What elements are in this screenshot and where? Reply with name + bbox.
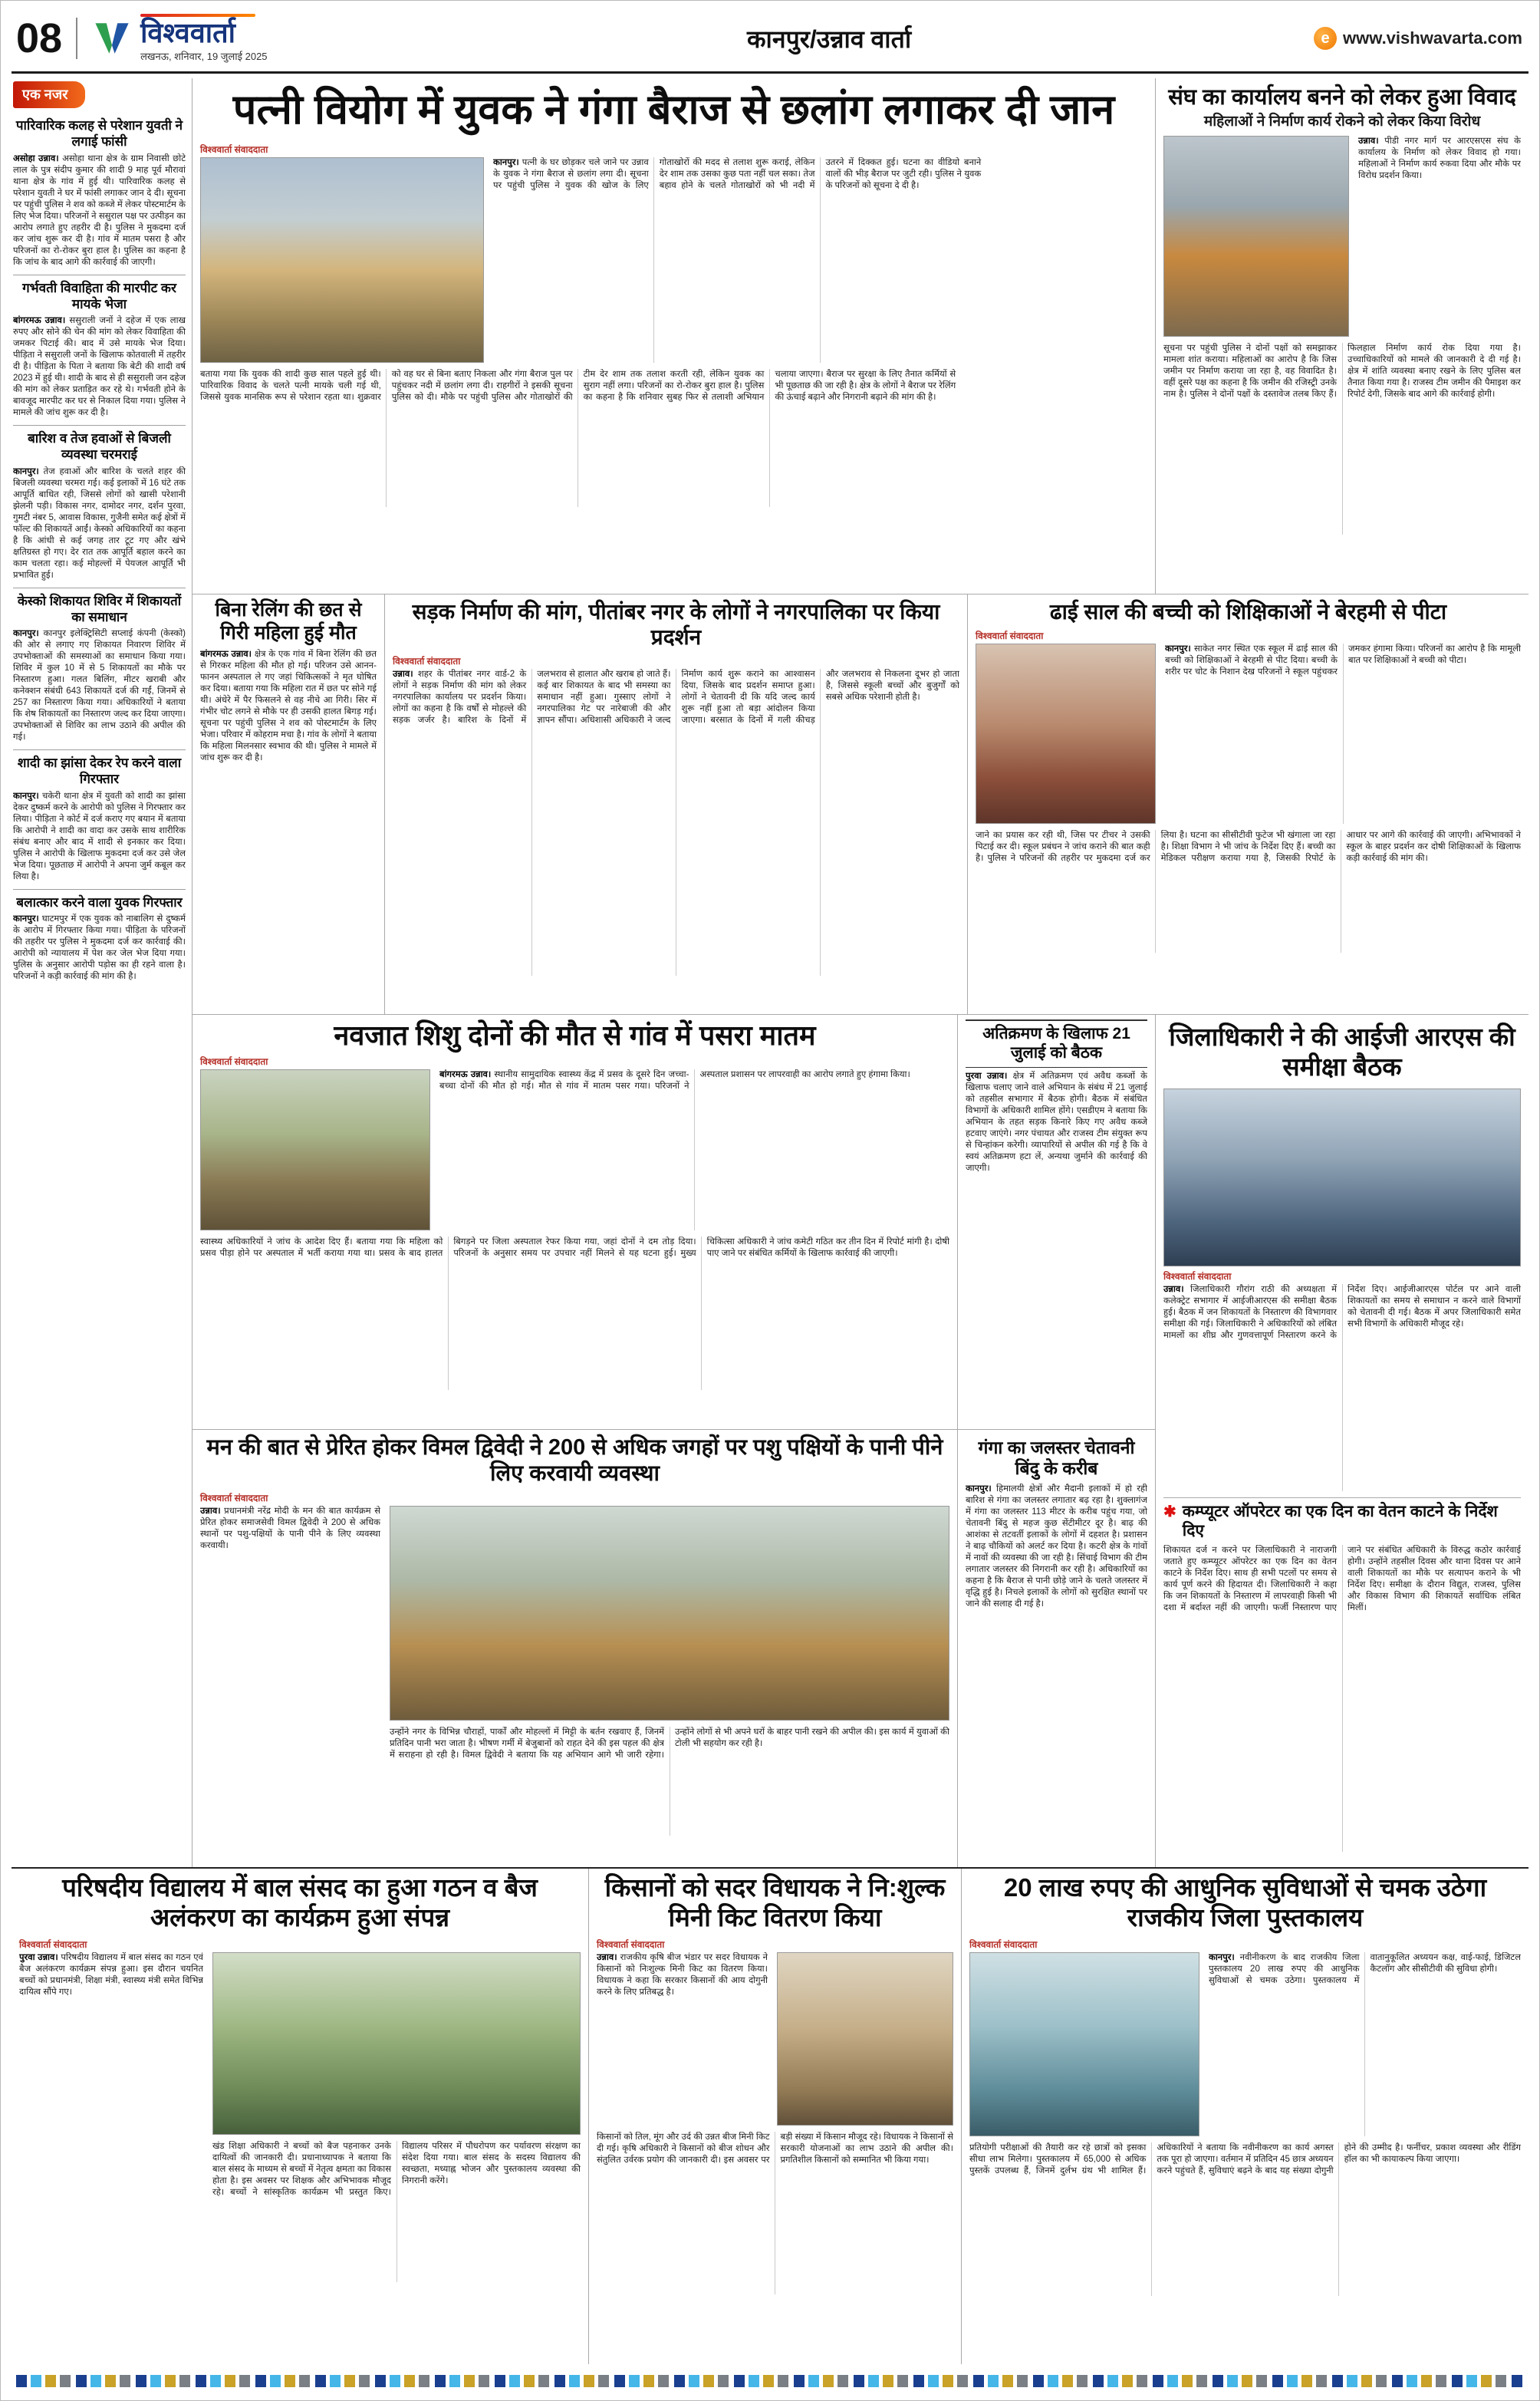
dateline: असोहा उन्नाव। [13,153,59,163]
article-body: स्थानीय सामुदायिक स्वास्थ्य केंद्र में प्रसव के दूसरे दिन जच्चा-बच्चा दोनों की मौत हो गई। मौत से गांव में मातम पसर गया। परिजनों ने अस्पताल प्रशासन पर लापरवाही का आरोप लगाते हुए हंगामा किया। [439,1070,910,1092]
page-header [12,5,1528,71]
dateline: कानपुर। [493,157,519,167]
one-look-label: एक नजर [13,81,85,108]
article-headline: 20 लाख रुपए की आधुनिक सुविधाओं से चमक उठेगा राजकीय जिला पुस्तकालय [1003,1873,1487,1932]
article-district-library [961,1869,1528,2364]
article-ganga-water-level [957,1430,1155,1867]
article-body: क्षेत्र में अतिक्रमण एवं अवैध कब्जों के खिलाफ चलाए जाने वाले अभियान के संबंध में 21 जुलाई को तहसील सभागार में बैठक होगी। बैठक में संबंधित विभागों के अधिकारी शामिल होंगे। एसडीएम ने बताया कि अभियान के तहत सड़क किनारे किए गए अवैध कब्जे हटवाए जाएंगे। नगर पंचायत और राजस्व टीम संयुक्त रूप से चिन्हांकन करेगी। व्यापारियों से अपील की गई है कि वे स्वयं अतिक्रमण हटा लें, अन्यथा जुर्माने की कार्रवाई की जाएगी। [966,1071,1147,1173]
article-body: शहर के पीतांबर नगर वार्ड-2 के लोगों ने सड़क निर्माण की मांग को लेकर नगरपालिका कार्यालय पर प्रदर्शन किया। लोगों का कहना है कि वर्षों से मोहल्ले की सड़क जर्जर है। बारिश के दिनों में जलभराव से हालात और खराब हो जाते हैं। कई बार शिकायत के बाद भी समस्या का समाधान नहीं हुआ। गुस्साए लोगों ने नगरपालिका गेट पर नारेबाजी की और ज्ञापन सौंपा। अधिशासी अधिकारी ने जल्द निर्माण कार्य शुरू कराने का आश्वासन दिया, जिसके बाद प्रदर्शन समाप्त हुआ। लोगों ने चेतावनी दी कि यदि जल्द कार्य शुरू नहीं हुआ तो बड़ा आंदोलन किया जाएगा। बरसात के दिनों में गली कीचड़ और जलभराव से निकलना दूभर हो जाता है, जिससे स्कूली बच्चों और बुजुर्गों को सबसे अधिक परेशानी होती है। [393,670,959,726]
article-body: परिषदीय विद्यालय में बाल संसद का गठन एवं बैज अलंकरण कार्यक्रम संपन्न हुआ। इस दौरान चयनित बच्चों को प्रधानमंत्री, शिक्षा मंत्री, स्वास्थ्य मंत्री समेत विभिन्न दायित्व सौंपे गए। [19,1952,203,1997]
article-headline: मन की बात से प्रेरित होकर विमल द्विवेदी ने 200 से अधिक जगहों पर पशु पक्षियों के पानी पीने लिए करवायी व्यवस्था [206,1435,943,1487]
dateline: उन्नाव। [597,1952,617,1962]
article-body: किसानों को तिल, मूंग और उर्द की उन्नत बीज मिनी किट दी गई। कृषि अधिकारी ने किसानों को बीज शोधन और संतुलित उर्वरक प्रयोग की जानकारी दी। इस अवसर पर बड़ी संख्या में किसान मौजूद रहे। विधायक ने किसानों से सरकारी योजनाओं का लाभ उठाने की अपील की। प्रगतिशील किसानों को सम्मानित भी किया गया। [597,2132,953,2165]
article-body: हिमालयी क्षेत्रों और मैदानी इलाकों में हो रही बारिश से गंगा का जलस्तर लगातार बढ़ रहा है। शुक्लागंज में गंगा का जलस्तर 113 मीटर के करीब पहुंच गया, जो चेतावनी बिंदु से महज कुछ सेंटीमीटर दूर है। बाढ़ की आशंका से तटवर्ती इलाकों के लोगों में दहशत है। प्रशासन ने बाढ़ चौकियों को अलर्ट कर दिया है। कटरी क्षेत्र के गांवों में नावों की व्यवस्था की जा रही है। सिंचाई विभाग की टीम लगातार जलस्तर की निगरानी कर रही है। अधिकारियों का कहना है कि बैराज से पानी छोड़े जाने के चलते जलस्तर में वृद्धि हुई है। निचले इलाकों के लोगों को सुरक्षित स्थानों पर जाने की सलाह दी गई है। [966,1484,1147,1609]
article-headline: पारिवारिक कलह से परेशान युवती ने लगाई फांसी [15,118,183,150]
article-encroachment-meeting [957,1015,1155,1429]
masthead-swoosh [140,14,255,17]
article-man-ki-baat-water [192,1430,957,1867]
article-headline: परिषदीय विद्यालय में बाल संसद का हुआ गठन व बैज अलंकरण का कार्यक्रम हुआ संपन्न [62,1873,538,1932]
one-look-item [13,426,186,588]
dateline: उन्नाव। [1358,137,1379,147]
review-meeting-photo [1163,1089,1521,1266]
dateline: बांगरमऊ उन्नाव। [200,650,252,659]
website-block [1314,27,1528,50]
article-sangh-office [1155,78,1528,594]
one-look-item [13,275,186,427]
article-headline: बिना रेलिंग की छत से गिरी महिला हुई मौत [215,599,362,644]
article-subheadline: महिलाओं ने निर्माण कार्य रोकने को लेकर किया विरोध [1203,114,1481,130]
article-body: स्वास्थ्य अधिकारियों ने जांच के आदेश दिए हैं। बताया गया कि महिला को प्रसव पीड़ा होने पर अस्पताल में भर्ती कराया गया था। प्रसव के बाद हालत बिगड़ने पर जिला अस्पताल रेफर किया गया, जहां दोनों ने दम तोड़ दिया। परिजनों के अनुसार समय पर उपचार नहीं मिलने से यह घटना हुई। मुख्य चिकित्सा अधिकारी ने जांच कमेटी गठित कर तीन दिन में रिपोर्ट मांगी है। दोषी पाए जाने पर संबंधित कर्मियों के खिलाफ कार्रवाई की जाएगी। [200,1237,949,1259]
article-headline-text: कम्प्यूटर ऑपरेटर का एक दिन का वेतन काटने के निर्देश दिए [1182,1502,1498,1540]
one-look-item [13,588,186,751]
page-number: 08 [12,18,77,59]
article-body: क्षेत्र के एक गांव में बिना रेलिंग की छत से गिरकर महिला की मौत हो गई। परिजन उसे आनन-फानन अस्पताल ले गए जहां चिकित्सकों ने मृत घोषित कर दिया। बताया गया कि महिला रात में छत पर सोने गई थी। अंधेरे में पैर फिसलने से वह नीचे आ गिरी। सिर में गंभीर चोट लगने से मौके पर ही उसकी हालत बिगड़ गई। सूचना पर पहुंची पुलिस ने शव को पोस्टमार्टम के लिए भेजा। परिवार में कोहराम मचा है। गांव के लोगों ने बताया कि महिला मिलनसार स्वभाव की थी। पुलिस ने मामले में जांच शुरू कर दी है। [200,650,377,762]
school-program-photo [212,1952,581,2135]
article-headline: सड़क निर्माण की मांग, पीतांबर नगर के लोगों ने नगरपालिका पर किया प्रदर्शन [412,600,940,650]
one-look-item [13,113,186,275]
dateline: उन्नाव। [200,1507,221,1517]
article-body: पीडी नगर मार्ग पर आरएसएस संघ के कार्यालय के निर्माण को लेकर विवाद हो गया। महिलाओं ने निर्माण कार्य रुकवा दिया और मौके पर विरोध प्रदर्शन किया। [1358,137,1521,181]
dateline: उन्नाव। [393,670,413,680]
article-body: ससुराली जनों ने दहेज में एक लाख रुपए और सोने की चेन की मांग को लेकर विवाहिता की जमकर पिटाई की। बाद में उसे मायके भेज दिया। पीड़िता ने ससुराली जनों के खिलाफ कोतवाली में तहरीर दी है। पीड़िता के पिता ने बताया कि बेटी की शादी वर्ष 2023 में हुई थी। शादी के बाद से ही ससुराली जन दहेज की मांग को लेकर प्रताड़ित कर रहे थे। गर्भवती होने के बावजूद मारपीट कर घर से निकाल दिया गया। पुलिस ने मामले की जांच शुरू कर दी है। [13,316,186,417]
article-body: प्रधानमंत्री नरेंद्र मोदी के मन की बात कार्यक्रम से प्रेरित होकर समाजसेवी विमल द्विवेदी ने 200 से अधिक स्थानों पर पशु-पक्षियों के पानी पीने के लिए व्यवस्था करवायी। [200,1507,380,1551]
dateline: कानपुर। [1165,644,1191,654]
article-body: जाने का प्रयास कर रही थी, जिस पर टीचर ने उसकी पिटाई कर दी। स्कूल प्रबंधन ने जांच कराने की बात कही है। पुलिस ने परिजनों की तहरीर पर मुकदमा दर्ज कर लिया है। घटना का सीसीटीवी फुटेज भी खंगाला जा रहा है। शिक्षा विभाग ने भी जांच के निर्देश दिए हैं। बच्ची का मेडिकल परीक्षण कराया गया है, जिसकी रिपोर्ट के आधार पर आगे की कार्रवाई की जाएगी। अभिभावकों ने स्कूल के बाहर प्रदर्शन कर दोषी शिक्षिकाओं के खिलाफ कड़ी कार्रवाई की मांग की। [976,831,1521,864]
article-headline: ढाई साल की बच्ची को शिक्षिकाओं ने बेरहमी से पीटा [1049,600,1447,624]
byline: विश्ववार्ता संवाददाता [1163,1270,1232,1282]
section-title: कानपुर/उन्नाव वार्ता [746,25,912,53]
star-bullet-icon: ✱ [1163,1503,1176,1520]
article-headline: शादी का झांसा देकर रेप करने वाला गिरफ्तार [17,756,182,787]
article-body: शिकायत दर्ज न करने पर जिलाधिकारी ने नाराजगी जताते हुए कम्प्यूटर ऑपरेटर का एक दिन का वेतन काटने के निर्देश दिए। साथ ही सभी पटलों पर समय से कार्य पूर्ण करने की हिदायत दी। जिलाधिकारी ने कहा कि जन शिकायतों के निस्तारण में लापरवाही किसी भी दशा में बर्दाश्त नहीं की जाएगी। फर्जी निस्तारण पाए जाने पर संबंधित अधिकारी के विरुद्ध कठोर कार्रवाई होगी। उन्होंने तहसील दिवस और थाना दिवस पर आने वाली शिकायतों का मौके पर सत्यापन कराने के भी निर्देश दिए। समीक्षा के दौरान विद्युत, राजस्व, पुलिस और विकास विभाग की शिकायतें सर्वाधिक लंबित मिलीं। [1163,1546,1521,1613]
dateline: कानपुर। [13,466,39,476]
one-look-item [13,890,186,989]
article-body: असोहा थाना क्षेत्र के ग्राम निवासी छोटे लाल के पुत्र संदीप कुमार की शादी 9 माह पूर्व मौरावां थाना क्षेत्र के गांव में हुई थी। पारिवारिक कलह से परेशान युवती ने घर में फांसी लगाकर जान दे दी। सूचना पर पहुंची पुलिस ने शव को कब्जे में लेकर पोस्टमार्टम के लिए भेज दिया। परिजनों ने ससुराल पक्ष पर उत्पीड़न का आरोप लगाते हुए तहरीर दी है। पुलिस ने मुकदमा दर्ज कर जांच शुरू कर दी है। गांव में मातम पसरा है और परिजनों का रो-रोकर बुरा हाल है। पुलिस का कहना है कि जांच के बाद आगे की कार्रवाई की जाएगी। [13,153,186,267]
masthead-title: विश्ववार्ता [140,16,235,48]
one-look-item [13,750,186,890]
article-headline: संघ का कार्यालय बनने को लेकर हुआ विवाद [1168,85,1516,110]
dateline: कानपुर। [13,629,39,638]
e-paper-icon: e [1314,27,1337,50]
article-headline: नवजात शिशु दोनों की मौत से गांव में पसरा मातम [334,1019,816,1051]
byline: विश्ववार्ता संवाददाता [200,143,268,155]
dateline: कानपुर। [966,1484,992,1494]
masthead-dateline: लखनऊ, शनिवार, 19 जुलाई 2025 [140,51,268,63]
byline: विश्ववार्ता संवाददाता [969,1938,1038,1950]
article-headline: अतिक्रमण के खिलाफ 21 जुलाई को बैठक [966,1019,1147,1068]
article-body: बताया गया कि युवक की शादी कुछ साल पहले हुई थी। पारिवारिक विवाद के चलते पत्नी मायके चली गई थी, जिससे युवक मानसिक रूप से परेशान रहता था। शुक्रवार को वह घर से बिना बताए निकला और गंगा बैराज पुल पर पहुंचकर नदी में छलांग लगा दी। राहगीरों ने इसकी सूचना पुलिस को दी। मौके पर पहुंची पुलिस और गोताखोरों की टीम देर शाम तक तलाश करती रही, लेकिन युवक का सुराग नहीं लगा। परिजनों का रो-रोकर बुरा हाल है। पुलिस का कहना है कि शनिवार सुबह फिर से तलाशी अभियान चलाया जाएगा। बैराज पर सुरक्षा के लिए तैनात कर्मियों से भी पूछताछ की जा रही है। क्षेत्र के लोगों ने बैराज पर रेलिंग की ऊंचाई बढ़ाने और निगरानी बढ़ाने की मांग की है। [200,369,956,402]
water-arrangement-photo [390,1506,949,1721]
website-url[interactable]: www.vishwavarta.com [1343,28,1522,48]
byline: विश्ववार्ता संवाददाता [200,1493,268,1504]
village-mourning-photo [200,1069,430,1230]
masthead [91,14,344,64]
article-headline: किसानों को सदर विधायक ने नि:शुल्क मिनी किट वितरण किया [604,1873,946,1932]
article-headline: बारिश व तेज हवाओं से बिजली व्यवस्था चरमराई [28,431,171,463]
article-computer-operator-salary [1163,1497,1521,1853]
article-headline: गर्भवती विवाहिता की मारपीट कर मायके भेजा [22,280,176,311]
article-body: राजकीय कृषि बीज भंडार पर सदर विधायक ने किसानों को निःशुल्क मिनी किट का वितरण किया। विधायक ने कहा कि सरकार किसानों की आय दोगुनी करने के लिए प्रतिबद्ध है। [597,1952,768,1997]
article-body: कानपुर इलेक्ट्रिसिटी सप्लाई कंपनी (केस्को) की ओर से लगाए गए शिकायत निवारण शिविर में उपभोक्ताओं की समस्याओं का समाधान किया गया। शिविर में कुल 10 में से 5 शिकायतों का मौके पर निस्तारण हुआ। गलत बिलिंग, मीटर खराबी और कनेक्शन संबंधी 643 शिकायतें दर्ज की गईं, जिनमें से 257 का निस्तारण किया गया। अधिकारियों ने बताया कि शेष शिकायतों का निस्तारण जल्द कर दिया जाएगा। उपभोक्ताओं से शिविर का लाभ उठाने की अपील की गई। [13,629,186,742]
article-body: सूचना पर पहुंची पुलिस ने दोनों पक्षों को समझाकर मामला शांत कराया। महिलाओं का आरोप है कि जिस जमीन पर निर्माण कराया जा रहा है, वह विवादित है। वहीं दूसरे पक्ष का कहना है कि जमीन की रजिस्ट्री उनके नाम है। पुलिस ने दोनों पक्षों के दस्तावेज तलब किए हैं। फिलहाल निर्माण कार्य रोक दिया गया है। उच्चाधिकारियों को मामले की जानकारी दे दी गई है। क्षेत्र में शांति व्यवस्था बनाए रखने के लिए पुलिस बल तैनात किया गया है। राजस्व टीम जमीन की पैमाइश कर रिपोर्ट देगी, जिसके बाद आगे की कार्रवाई होगी। [1163,344,1521,400]
article-ganga-barrage [192,78,1155,594]
byline: विश्ववार्ता संवाददाता [200,1056,268,1068]
child-photo [976,644,1156,824]
right-review-column [1155,1015,1528,1867]
article-headline [1163,1503,1521,1541]
article-body: पत्नी के घर छोड़कर चले जाने पर उन्नाव के युवक ने गंगा बैराज से छलांग लगा दी। सूचना पर पहुंची पुलिस ने युवक की खोज के लिए गोताखोरों की मदद से तलाश शुरू कराई, लेकिन देर शाम तक उसका कुछ पता नहीं चल सका। तेज बहाव होने के चलते गोताखोरों को भी नदी में उतरने में दिक्कत हुई। घटना का वीडियो बनाने वालों की भीड़ बैराज पर जुटी रही। पुलिस ने युवक के परिजनों को सूचना दे दी है। [493,157,982,190]
byline: विश्ववार्ता संवाददाता [976,631,1044,642]
article-body: घाटमपुर में एक युवक को नाबालिग से दुष्कर्म के आरोप में गिरफ्तार किया गया। पीड़िता के परिजनों की तहरीर पर पुलिस ने मुकदमा दर्ज कर कार्रवाई की। आरोपी को न्यायालय में पेश कर जेल भेज दिया गया। पुलिस के अनुसार आरोपी पड़ोस का ही रहने वाला है। परिजनों ने कड़ी कार्रवाई की मांग की है। [13,914,186,981]
byline: विश्ववार्ता संवाददाता [597,1938,665,1950]
masthead-v-logo [91,18,133,59]
article-body: प्रतियोगी परीक्षाओं की तैयारी कर रहे छात्रों को इसका सीधा लाभ मिलेगा। पुस्तकालय में 65,000 से अधिक पुस्तकें उपलब्ध हैं, जिनमें दुर्लभ ग्रंथ भी शामिल हैं। अधिकारियों ने बताया कि नवीनीकरण का कार्य अगस्त तक पूरा हो जाएगा। वर्तमान में प्रतिदिन 45 छात्र अध्ययन करने पहुंचते हैं, सुविधाएं बढ़ने के बाद यह संख्या दोगुनी होने की उम्मीद है। फर्नीचर, प्रकाश व्यवस्था और रीडिंग हॉल का भी कायाकल्प किया जाएगा। [969,2142,1521,2175]
dateline: बांगरमऊ उन्नाव। [13,316,66,325]
article-headline: बलात्कार करने वाला युवक गिरफ्तार [16,894,183,910]
article-headline: केस्को शिकायत शिविर में शिकायतों का समाधान [17,593,182,624]
article-bal-sansad [12,1869,588,2364]
article-body: खंड शिक्षा अधिकारी ने बच्चों को बैज पहनाकर उनके दायित्वों की जानकारी दी। प्रधानाध्यापक ने बताया कि बाल संसद के माध्यम से बच्चों में नेतृत्व क्षमता का विकास होता है। इस अवसर पर शिक्षक और अभिभावक मौजूद रहे। बच्चों ने सांस्कृतिक कार्यक्रम भी प्रस्तुत किए। विद्यालय परिसर में पौधरोपण कर पर्यावरण संरक्षण का संदेश दिया गया। बाल संसद के सदस्य विद्यालय की स्वच्छता, मध्याह्न भोजन और पुस्तकालय व्यवस्था की निगरानी करेंगे। [212,2141,581,2197]
dateline: उन्नाव। [1163,1284,1184,1294]
article-road-protest [384,594,967,1014]
article-child-beaten [967,594,1528,1014]
dateline: पुरवा उन्नाव। [19,1952,58,1962]
one-look-column [12,78,192,1867]
dateline: पुरवा उन्नाव। [966,1071,1008,1081]
dateline: कानपुर। [13,914,39,924]
article-newborn-death [192,1015,957,1429]
byline: विश्ववार्ता संवाददाता [393,656,461,667]
article-body: जिलाधिकारी गौरांग राठी की अध्यक्षता में कलेक्ट्रेट सभागार में आईजीआरएस की समीक्षा बैठक हुई। बैठक में जन शिकायतों के निस्तारण की विभागवार समीक्षा की गई। जिलाधिकारी ने अधिकारियों को लंबित मामलों का शीघ्र और गुणवत्तापूर्ण निस्तारण करने के निर्देश दिए। आईजीआरएस पोर्टल पर आने वाली शिकायतों का समय से समाधान न करने वाले विभागों को चेतावनी दी गई। बैठक में अपर जिलाधिकारी समेत सभी विभागों के अधिकारी मौजूद रहे। [1163,1284,1521,1340]
article-headline: गंगा का जलस्तर चेतावनी बिंदु के करीब [978,1438,1135,1479]
dateline: कानपुर। [1209,1952,1235,1962]
footer-color-strip [16,2375,1524,2387]
library-photo [969,1952,1199,2136]
header-rule [12,71,1528,74]
dateline: बांगरमऊ उन्नाव। [439,1070,492,1080]
seed-kit-photo [777,1952,953,2126]
article-body: नवीनीकरण के बाद राजकीय जिला पुस्तकालय 20 लाख रुपए की आधुनिक सुविधाओं से चमक उठेगा। पुस्तकालय में वातानुकूलित अध्ययन कक्ष, वाई-फाई, डिजिटल कैटलॉग और सीसीटीवी की सुविधा होगी। [1209,1952,1521,1985]
article-headline: जिलाधिकारी ने की आईजी आरएस की समीक्षा बैठक [1169,1023,1515,1081]
article-mini-kit-distribution [588,1869,961,2364]
article-body: चकेरी थाना क्षेत्र में युवती को शादी का झांसा देकर दुष्कर्म करने के आरोपी को पुलिस ने गिरफ्तार कर लिया। पीड़िता ने कोर्ट में दर्ज कराए गए बयान में बताया कि आरोपी ने शादी का वादा कर उसके साथ शारीरिक संबंध बनाए और बाद में शादी से इनकार कर दिया। पुलिस ने आरोपी के खिलाफ मुकदमा दर्ज कर उसे जेल भेज दिया। पूछताछ में आरोपी ने अपना जुर्म कबूल कर लिया है। [13,791,186,881]
article-roof-fall [192,594,384,1014]
byline: विश्ववार्ता संवाददाता [19,1938,87,1950]
article-body: साकेत नगर स्थित एक स्कूल में ढाई साल की बच्ची को शिक्षिकाओं ने बेरहमी से पीट दिया। बच्ची के शरीर पर चोट के निशान देख परिजनों ने स्कूल पहुंचकर जमकर हंगामा किया। परिजनों का आरोप है कि मामूली बात पर शिक्षिकाओं ने बच्ची को पीटा। [1165,644,1521,677]
article-body: तेज हवाओं और बारिश के चलते शहर की बिजली व्यवस्था चरमरा गई। कई इलाकों में 16 घंटे तक आपूर्ति बाधित रही, जिससे लोगों को खासी परेशानी झेलनी पड़ी। विकास नगर, दामोदर नगर, दर्शन पुरवा, गुमटी नंबर 5, आवास विकास, गुजैनी समेत कई क्षेत्रों में फॉल्ट की शिकायतें आईं। केस्को अधिकारियों का कहना है कि आंधी से कई जगह तार टूट गए और खंभे क्षतिग्रस्त हो गए। देर रात तक आपूर्ति बहाल करने का काम चलता रहा। कई मोहल्लों में पेयजल आपूर्ति भी प्रभावित हुई। [13,466,186,580]
article-body: उन्होंने नगर के विभिन्न चौराहों, पार्कों और मोहल्लों में मिट्टी के बर्तन रखवाए हैं, जिनमें प्रतिदिन पानी भरा जाता है। भीषण गर्मी में बेजुबानों को राहत देने की इस पहल की क्षेत्र में सराहना हो रही है। विमल द्विवेदी ने बताया कि यह अभियान आगे भी जारी रहेगा। उन्होंने लोगों से भी अपने घरों के बाहर पानी रखने की अपील की। इस कार्य में युवाओं की टोली भी सहयोग कर रही है। [390,1727,949,1760]
protest-photo [1163,136,1349,337]
ganga-barrage-photo [200,157,484,363]
dateline: कानपुर। [13,791,39,801]
article-dm-review-meeting [1163,1023,1521,1491]
article-headline: पत्नी वियोग में युवक ने गंगा बैराज से छलांग लगाकर दी जान [232,87,1115,133]
